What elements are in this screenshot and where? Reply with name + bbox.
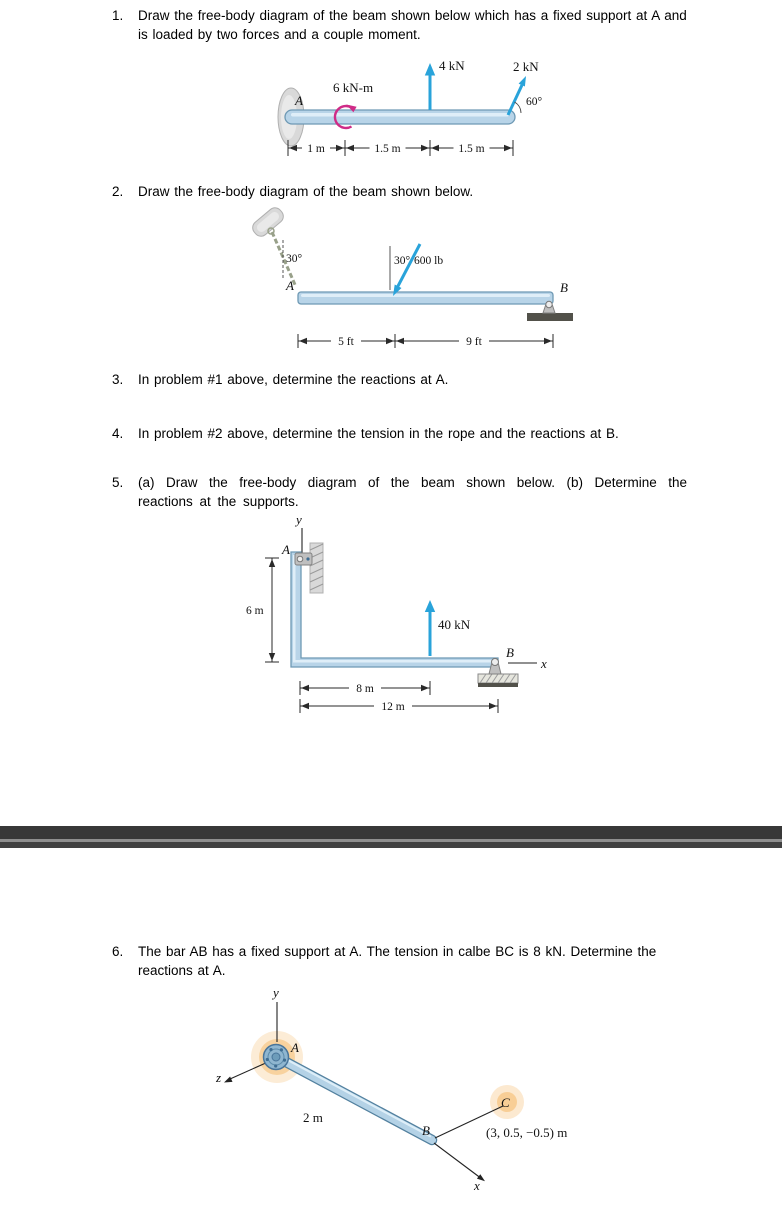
x-axis xyxy=(434,1143,485,1181)
problem-3 xyxy=(112,370,693,389)
problem-1-text: Draw the free-body diagram of the beam shown below which has a fixed support at A and is loaded by two forces and a couple moment. xyxy=(138,8,687,42)
force-2kn-label: 2 kN xyxy=(513,59,539,74)
problem-4-text: In problem #2 above, determine the tension in the rope and the reactions at B. xyxy=(138,426,619,441)
beam-highlight-horizontal xyxy=(293,660,493,663)
dim-9ft-label: 9 ft xyxy=(466,336,482,348)
wall xyxy=(310,543,323,593)
beam xyxy=(298,292,553,304)
problem-5-text: (a) Draw the free-body diagram of the beam shown below. (b) Determine the reactions at the supports. xyxy=(138,475,687,509)
problem-1-number: 1. xyxy=(112,8,124,23)
z-axis-label: z xyxy=(216,1070,222,1085)
problem-3-text: In problem #1 above, determine the reactions at A. xyxy=(138,372,449,387)
rope-angle-label: 30° xyxy=(286,253,303,265)
problem-2-number: 2. xyxy=(112,184,124,199)
dim-1-5m-label-b: 1.5 m xyxy=(458,143,485,155)
problem-5-number: 5. xyxy=(112,475,124,490)
problem-6-text: The bar AB has a fixed support at A. The tension in calbe BC is 8 kN. Determine the reactions at A. xyxy=(138,944,657,978)
problem-3-number: 3. xyxy=(112,372,124,387)
problem-5 xyxy=(112,473,693,511)
force-4kn-label: 4 kN xyxy=(439,58,465,73)
x-axis-label: x xyxy=(474,1178,480,1193)
point-b-label: B xyxy=(560,280,568,295)
dim-2m-label: 2 m xyxy=(303,1110,323,1125)
dim-6m-label: 6 m xyxy=(246,605,264,617)
point-b-label: B xyxy=(422,1123,430,1138)
dim-1-5m-label-a: 1.5 m xyxy=(374,143,401,155)
pin-bracket-a xyxy=(295,553,312,565)
page-divider-top xyxy=(0,826,782,839)
beam-highlight-vertical xyxy=(293,555,296,660)
figure-problem-1 xyxy=(255,55,575,173)
point-a-label: A xyxy=(282,542,290,557)
beam-highlight xyxy=(301,294,550,297)
problem-4-number: 4. xyxy=(112,426,124,441)
y-axis-label: y xyxy=(296,512,302,527)
problem-1 xyxy=(112,6,693,44)
page-divider-bottom xyxy=(0,842,782,848)
problem-4 xyxy=(112,424,693,443)
x-axis-label: x xyxy=(541,656,547,671)
dimension-6m xyxy=(265,558,279,662)
point-c-label: C xyxy=(501,1095,510,1110)
point-c-coordinates: (3, 0.5, −0.5) m xyxy=(486,1125,568,1140)
force-angle-label: 30° xyxy=(394,255,411,267)
y-axis-label: y xyxy=(273,985,279,1000)
problem-2 xyxy=(112,182,693,201)
dim-1m-label: 1 m xyxy=(307,143,325,155)
force-600lb-label: 600 lb xyxy=(414,255,444,267)
point-a-label: A xyxy=(286,278,294,293)
beam-highlight xyxy=(291,113,509,117)
force-2kn-arrow xyxy=(508,76,526,115)
figure-problem-2 xyxy=(230,200,590,360)
force-4kn-arrow xyxy=(425,63,435,110)
rope-anchor xyxy=(250,205,286,239)
point-a-label: A xyxy=(291,1040,299,1055)
point-b-label: B xyxy=(506,645,514,660)
fixed-support-flange-a xyxy=(264,1045,289,1070)
problem-6 xyxy=(112,942,693,980)
problem-2-text: Draw the free-body diagram of the beam shown below. xyxy=(138,184,474,199)
dim-8m-label: 8 m xyxy=(356,683,374,695)
problem-6-number: 6. xyxy=(112,944,124,959)
figure-problem-6 xyxy=(200,985,600,1205)
point-a-label: A xyxy=(295,93,303,108)
force-40kn-label: 40 kN xyxy=(438,617,471,632)
angle-60-label: 60° xyxy=(526,96,543,108)
dim-5ft-label: 5 ft xyxy=(338,336,354,348)
beam xyxy=(285,110,515,124)
moment-label: 6 kN-m xyxy=(333,80,374,95)
angle-60-arc xyxy=(515,102,522,113)
force-600lb-arrow xyxy=(393,244,420,296)
figure-problem-5 xyxy=(240,510,570,722)
force-40kn-arrow xyxy=(425,600,435,656)
bar-ab xyxy=(286,1060,432,1140)
dim-12m-label: 12 m xyxy=(381,701,405,713)
